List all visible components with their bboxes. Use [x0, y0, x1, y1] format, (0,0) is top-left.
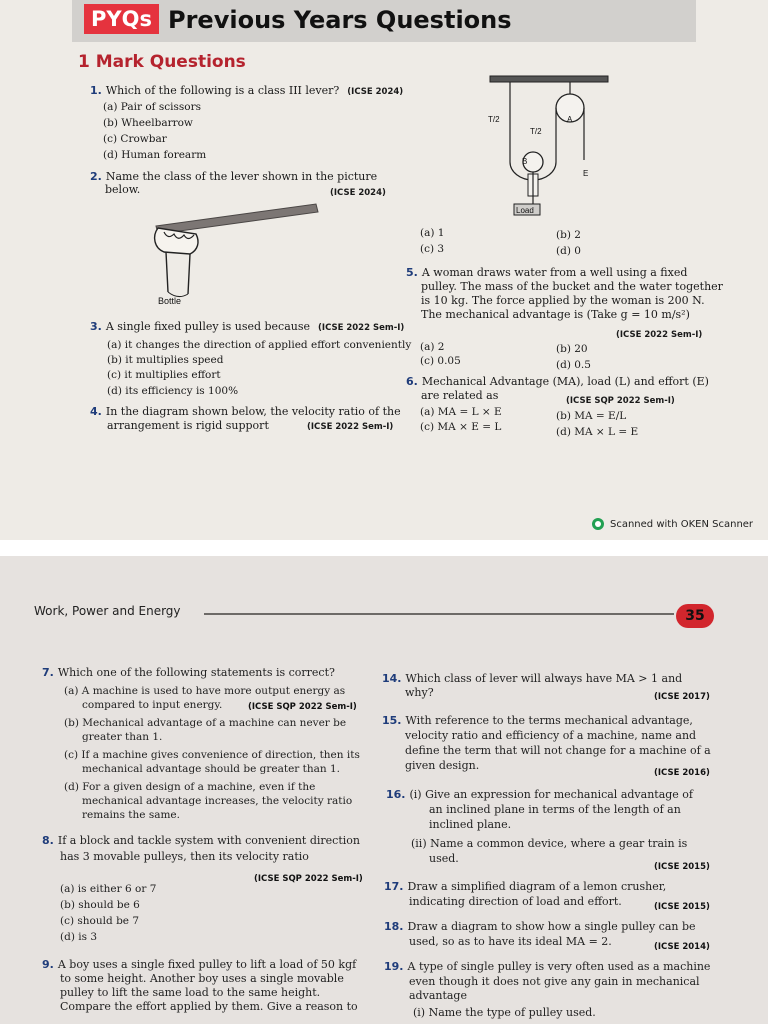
q6-option-b: (b) MA = E/L: [556, 410, 627, 422]
question-18: [384, 920, 696, 934]
question-4-line-2: arrangement is rigid support: [107, 419, 269, 432]
exam-tag: (ICSE 2022 Sem-I): [318, 323, 405, 333]
exam-tag: (ICSE 2014): [654, 942, 710, 952]
q5-option-a: (a) 2: [420, 341, 445, 353]
page-title: Previous Years Questions: [168, 6, 512, 34]
q3-option-c: (c) it multiplies effort: [107, 369, 221, 381]
q7-line: (b) Mechanical advantage of a machine can never be: [64, 717, 347, 729]
q4-option-c: (c) 3: [420, 243, 445, 255]
question-15-line-4: given design.: [405, 759, 480, 772]
question-number: 18.: [384, 920, 404, 933]
exam-tag: (ICSE 2015): [654, 902, 710, 912]
oken-logo-icon: [592, 518, 604, 530]
load-label: Load: [516, 206, 534, 215]
question-text: Draw a simplified diagram of a lemon crusher,: [407, 880, 667, 893]
q7-line: (d) For a given design of a machine, even if the: [64, 781, 316, 793]
question-19-line-4: (i) Name the type of pulley used.: [413, 1006, 596, 1019]
question-9-line-4: Compare the effort applied by them. Give a reason to: [60, 1000, 358, 1013]
question-text: A single fixed pulley is used because: [105, 320, 311, 333]
t2-left-label: T/2: [488, 115, 500, 124]
question-14: [382, 672, 682, 686]
question-number: 5.: [406, 266, 418, 279]
q4-option-d: (d) 0: [556, 245, 581, 257]
exam-tag: (ICSE 2024): [347, 87, 404, 97]
q6-option-a: (a) MA = L × E: [420, 406, 502, 418]
q4-option-a: (a) 1: [420, 227, 445, 239]
question-4: [90, 405, 401, 419]
question-number: 2.: [90, 170, 102, 183]
exam-tag: (ICSE 2016): [654, 768, 710, 778]
question-17: [384, 880, 666, 894]
question-text: Mechanical Advantage (MA), load (L) and effort (E): [421, 375, 709, 388]
q7-line: (a) A machine is used to have more output energy as: [64, 685, 346, 697]
pulley-b-label: B: [522, 157, 528, 166]
question-14-line-2: why?: [405, 686, 434, 699]
bottom-page: [0, 556, 768, 1024]
question-text: A type of single pulley is very often used as a machine: [407, 960, 711, 973]
question-5-line-3: is 10 kg. The force applied by the woman is 200 N.: [421, 294, 705, 307]
question-text: Name the class of the lever shown in the picture: [105, 170, 378, 183]
question-number: 15.: [382, 714, 402, 727]
question-text: With reference to the terms mechanical advantage,: [405, 714, 693, 727]
header-rule: [204, 613, 674, 615]
question-1: [90, 84, 403, 99]
question-text: (i) Give an expression for mechanical advantage of: [409, 788, 694, 801]
question-16: [386, 788, 693, 802]
q7-line: mechanical advantage should be greater than 1.: [82, 763, 341, 775]
q7-line: compared to input energy.: [82, 699, 223, 711]
q4-option-b: (b) 2: [556, 229, 581, 241]
scanner-text: Scanned with OKEN Scanner: [610, 519, 754, 530]
question-19: [384, 960, 710, 974]
question-number: 9.: [42, 958, 54, 971]
q8-option-a: (a) is either 6 or 7: [60, 883, 157, 895]
q8-option-c: (c) should be 7: [60, 915, 140, 927]
question-19-line-2: even though it does not give any gain in mechanical: [409, 975, 700, 988]
exam-tag: (ICSE 2024): [330, 188, 386, 198]
question-text: A boy uses a single fixed pulley to lift a load of 50 kgf: [57, 958, 357, 971]
exam-tag: (ICSE 2022 Sem-I): [307, 422, 394, 432]
question-text: If a block and tackle system with convenient direction: [57, 834, 360, 847]
question-8: [42, 834, 360, 848]
question-8-line-2: has 3 movable pulleys, then its velocity ratio: [60, 850, 309, 863]
q8-option-b: (b) should be 6: [60, 899, 140, 911]
question-18-line-2: used, so as to have its ideal MA = 2.: [409, 935, 612, 948]
q5-option-c: (c) 0.05: [420, 355, 461, 367]
exam-tag: (ICSE 2017): [654, 692, 710, 702]
q7-line: mechanical advantage increases, the velocity ratio: [82, 795, 353, 807]
q3-option-d: (d) its efficiency is 100%: [107, 385, 239, 397]
question-15: [382, 714, 693, 728]
q1-option-c: (c) Crowbar: [103, 133, 167, 145]
question-9-line-3: pulley to lift the same load to the same height.: [60, 986, 321, 999]
exam-tag: (ICSE 2022 Sem-I): [616, 330, 703, 340]
question-text: In the diagram shown below, the velocity ratio of the: [105, 405, 401, 418]
question-16-line-5: used.: [429, 852, 459, 865]
question-15-line-2: velocity ratio and efficiency of a machine, name and: [405, 729, 697, 742]
q6-option-c: (c) MA × E = L: [420, 421, 502, 433]
question-text: Which one of the following statements is correct?: [57, 666, 335, 679]
question-16-line-2: an inclined plane in terms of the length of an: [429, 803, 681, 816]
pulley-figure: [478, 70, 618, 220]
question-number: 17.: [384, 880, 404, 893]
pyqs-badge: PYQs: [84, 4, 159, 34]
question-number: 19.: [384, 960, 404, 973]
question-19-line-3: advantage: [409, 989, 467, 1002]
bottle-label: Bottle: [158, 296, 182, 306]
lever-hand-figure: [150, 196, 350, 308]
scanner-watermark: [592, 518, 753, 530]
q5-option-b: (b) 20: [556, 343, 588, 355]
question-7: [42, 666, 335, 680]
question-9: [42, 958, 356, 972]
question-5: [406, 266, 687, 280]
question-2-line-2: below.: [105, 183, 141, 196]
question-text: A woman draws water from a well using a fixed: [421, 266, 688, 279]
question-6: [406, 375, 709, 389]
exam-tag: (ICSE 2015): [654, 862, 710, 872]
chapter-title: Work, Power and Energy: [34, 604, 181, 618]
question-text: Which class of lever will always have MA > 1 and: [405, 672, 683, 685]
section-title: 1 Mark Questions: [78, 52, 246, 72]
question-number: 1.: [90, 84, 102, 97]
question-16-line-4: (ii) Name a common device, where a gear train is: [411, 837, 688, 850]
q7-line: remains the same.: [82, 809, 180, 821]
question-number: 3.: [90, 320, 102, 333]
q1-option-b: (b) Wheelbarrow: [103, 117, 193, 129]
q1-option-d: (d) Human forearm: [103, 149, 207, 161]
question-16-line-3: inclined plane.: [429, 818, 512, 831]
question-number: 4.: [90, 405, 102, 418]
q5-option-d: (d) 0.5: [556, 359, 591, 371]
q7-line: (c) If a machine gives convenience of direction, then its: [64, 749, 360, 761]
t2-inner-label: T/2: [530, 127, 542, 136]
question-2: [90, 170, 377, 184]
question-15-line-3: define the term that will not change for a machine of a: [405, 744, 711, 757]
question-number: 16.: [386, 788, 406, 801]
pulley-a-label: A: [567, 115, 573, 124]
question-3: [90, 320, 404, 335]
question-text: Which of the following is a class III lever?: [105, 84, 340, 97]
question-number: 6.: [406, 375, 418, 388]
question-5-line-4: The mechanical advantage is (Take g = 10 m/s²): [421, 308, 690, 321]
exam-tag: (ICSE SQP 2022 Sem-I): [254, 874, 363, 884]
question-5-line-2: pulley. The mass of the bucket and the water together: [421, 280, 723, 293]
exam-tag: (ICSE SQP 2022 Sem-I): [248, 702, 357, 712]
exam-tag: (ICSE SQP 2022 Sem-I): [566, 396, 675, 406]
question-text: Draw a diagram to show how a single pulley can be: [407, 920, 696, 933]
q8-option-d: (d) is 3: [60, 931, 98, 943]
q1-option-a: (a) Pair of scissors: [103, 101, 202, 113]
q6-option-d: (d) MA × L = E: [556, 426, 639, 438]
page-number: 35: [676, 604, 714, 628]
q3-option-b: (b) it multiplies speed: [107, 354, 224, 366]
question-number: 7.: [42, 666, 54, 679]
question-number: 8.: [42, 834, 54, 847]
effort-e-label: E: [583, 169, 589, 178]
q3-option-a: (a) it changes the direction of applied effort conveniently: [107, 339, 412, 351]
q7-line: greater than 1.: [82, 731, 163, 743]
question-number: 14.: [382, 672, 402, 685]
question-17-line-2: indicating direction of load and effort.: [409, 895, 622, 908]
question-9-line-2: to some height. Another boy uses a single movable: [60, 972, 344, 985]
question-6-line-2: are related as: [421, 389, 499, 402]
